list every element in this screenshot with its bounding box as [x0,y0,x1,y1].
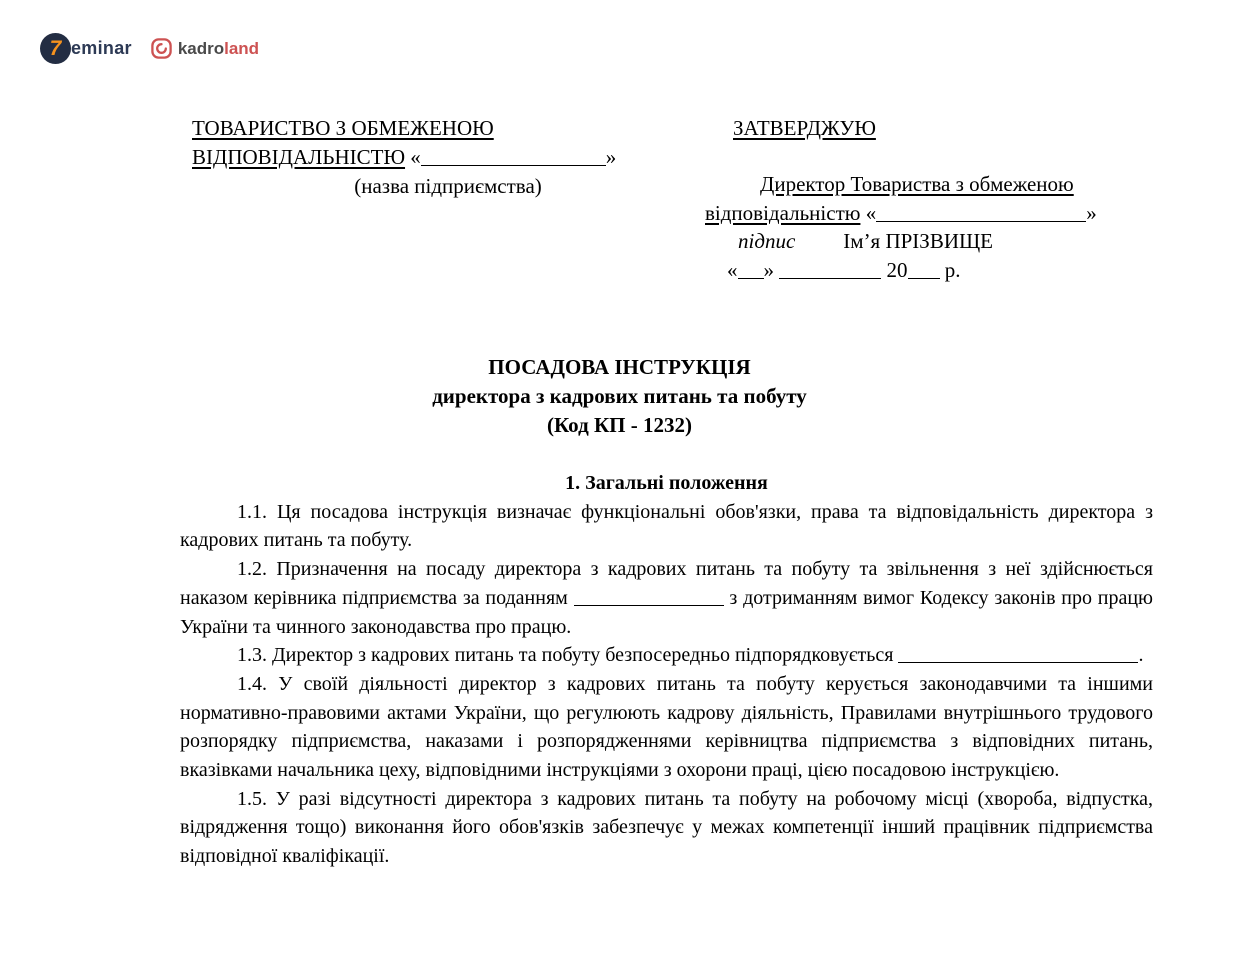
section-1 [180,469,1153,871]
company-name-caption: (назва підприємства) [354,173,542,198]
document-title [0,353,1239,439]
signature-row [738,227,1155,255]
paragraph-1-2 [180,555,1153,641]
kadroland-wordmark-land: land [224,38,260,58]
kadroland-clip-icon [150,37,173,60]
company-name-line2: ВІДПОВІДАЛЬНІСТЮ « » [192,144,617,169]
paragraph-1-1: 1.1. Ця посадова інструкція визначає функціональні обов'язки, права та відповідальність директора з кадрових питань та побуту. [180,500,1153,552]
paragraph-1-5: 1.5. У разі відсутності директора з кадрових питань та побуту на робочому місці (хвороба, відпустка, відрядження тощо) виконання його обов'язків забезпечує у межах компетенції інший працівник підприємства відповідної кваліфікації. [180,787,1153,868]
date-year-prefix: 20 [886,257,908,282]
approver-name: Ім’я ПРІЗВИЩЕ [843,229,994,254]
date-suffix: р. [944,257,961,282]
date-month-blank [779,260,881,279]
quote-close: » [1086,200,1097,225]
logo-kadroland[interactable] [150,37,259,60]
document-title-line3: (Код КП - 1232) [547,412,692,437]
quote-open: « [865,200,877,225]
section-1-heading: 1. Загальні положення [565,472,768,494]
kadroland-wordmark-kadro: kadro [177,38,225,58]
approver-title-line1: Директор Товариства з обмеженою [760,172,1074,197]
quote-close: » [763,257,774,282]
logo-bar [40,33,259,64]
company-name-block [192,114,674,200]
paragraph-1-3-text: 1.3. Директор з кадрових питань та побуту безпосередньо підпорядковується [237,644,894,667]
date-day-blank [738,260,764,279]
approval-block [705,114,1155,284]
paragraph-1-2-blank-line [574,588,724,606]
approve-label: ЗАТВЕРДЖУЮ [733,116,876,140]
document-title-line1: ПОСАДОВА ІНСТРУКЦІЯ [488,355,751,379]
approval-spacer [705,142,1155,170]
quote-open: « [410,144,421,169]
7eminar-wordmark: eminar [71,38,132,58]
date-year-blank [908,260,940,279]
paragraph-1-2-text: 1.2. Призначення на посаду директора з кадрових питань та побуту та звільнення з неї здійснюється наказом керівника підприємства за поданням [180,558,1153,609]
company-name-line1: ТОВАРИСТВО З ОБМЕЖЕНОЮ [192,116,494,140]
approver-title-line2: відповідальністю « » [705,200,1097,225]
paragraph-1-4: 1.4. У своїй діяльності директор з кадрових питань та побуту керується законодавчими та іншими нормативно-правовими актами України, що регулюють кадрову діяльність, Правилами внутрішнього трудового розпорядку підприємства, наказами і розпорядженнями керівництва підприємства з відповідних питань, вказівками начальника цеху, відповідними інструкціями з охорони праці, цією посадовою інструкцією. [180,672,1153,782]
kadroland-wordmark [178,39,259,59]
paragraph-1-3 [180,641,1153,670]
document-title-line2: директора з кадрових питань та побуту [432,383,807,408]
date-row [727,256,1155,284]
quote-close: » [605,144,617,169]
company-name-blank-line [421,147,606,166]
signature-label: підпис [738,229,796,254]
approver-company-blank-line [876,203,1086,222]
logo-7eminar[interactable] [40,33,132,64]
paragraph-1-2-text-after: з дотриманням вимог Кодексу законів про працю України та чинного законодавства про працю. [180,586,1153,638]
paragraph-1-3-blank-line [898,645,1138,663]
paragraph-1-3-period: . [1138,644,1144,667]
7eminar-icon: 7 [40,33,71,64]
quote-open: « [727,257,738,282]
